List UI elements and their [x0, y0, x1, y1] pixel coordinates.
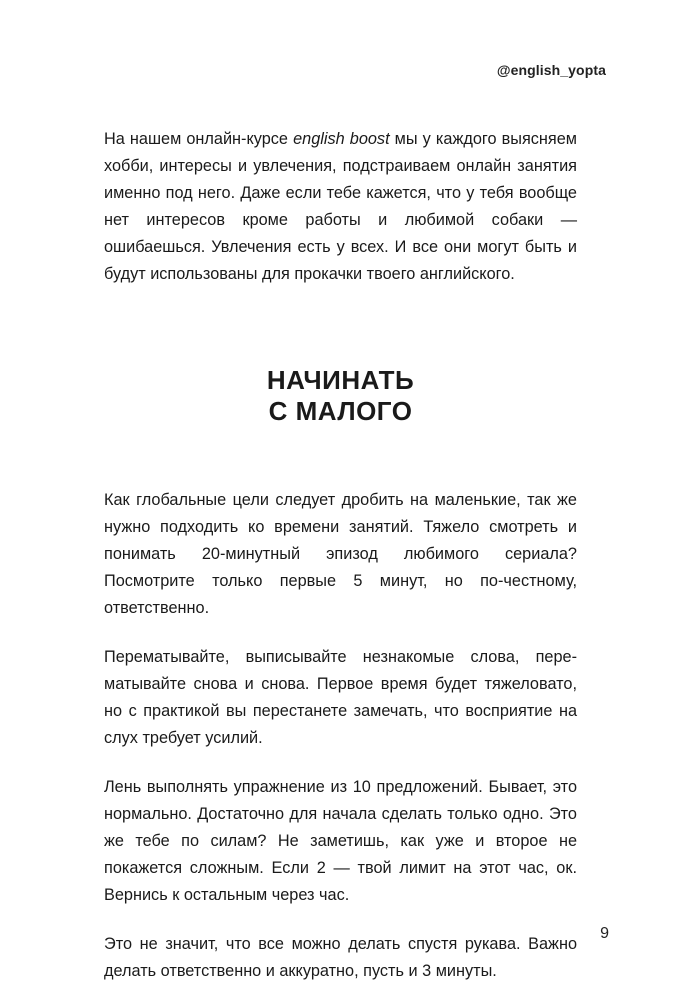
section-title-line-2: С МАЛОГО: [268, 396, 413, 426]
section-title-line-1: НАЧИНАТЬ: [266, 365, 415, 395]
intro-text-end: мы у каждого выясняем хобби, интересы и увлечения, подстраиваем онлайн занятия именно под него. Даже если тебе кажется, что у тебя вообще нет интересов кроме работы и любимой собаки — ошибаешься. Увлечения есть у всех. И все они могут быть и будут использованы для прокачки твоего английского.: [104, 130, 577, 283]
body-paragraph-2: Перематывайте, выписывайте незнакомые слова, перематывайте снова и снова. Первое время будет тяжеловато, но с практикой вы перестанете замечать, что восприятие на слух требует усилий.: [104, 648, 577, 747]
body-paragraph-3: Лень выполнять упражнение из 10 предложений. Бывает, это нормально. Достаточно для начала сделать только одно. Это же тебе по силам? Не заметишь, как уже и второе не покажется сложным. Если 2 — твой лимит на этот час, ок. Вернись к остальным через час.: [104, 778, 577, 904]
author-handle: @english_yopta: [496, 62, 606, 78]
body-paragraph-1: Как глобальные цели следует дробить на маленькие, так же нужно подходить ко времени занятий. Тяжело смотреть и понимать 20-минутный эпизод любимого сериала? Посмотрите только первые 5 минут, но по-честному, ответственно.: [104, 491, 577, 617]
page-content: [104, 126, 577, 985]
page-number: 9: [600, 925, 609, 942]
course-name: english boost: [293, 130, 390, 148]
section-title: [104, 365, 577, 427]
intro-text-start: На нашем онлайн-курсе: [104, 130, 294, 148]
body-paragraph-4: Это не значит, что все можно делать спустя рукава. Важно делать ответственно и аккуратно, пусть и 3 минуты.: [104, 935, 577, 980]
intro-paragraph: [104, 126, 577, 288]
